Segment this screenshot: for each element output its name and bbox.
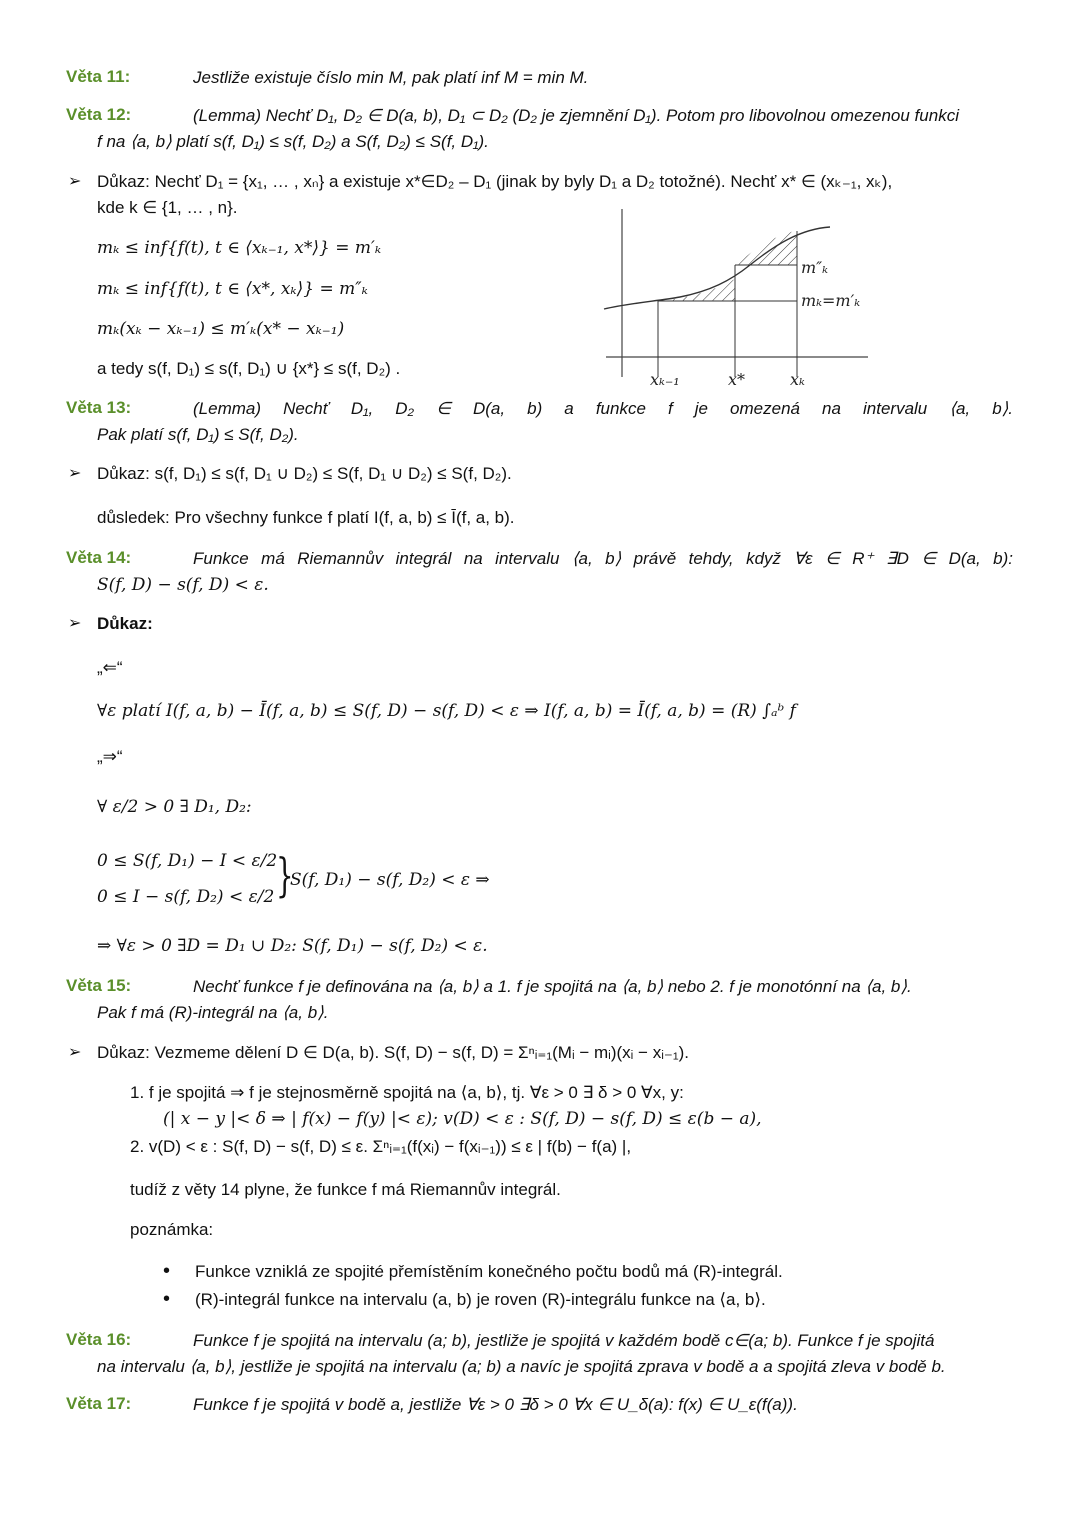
theorem-16-line1: Funkce f je spojitá na intervalu (a; b), jestliže je spojitá v každém bodě c∈(a; b). Funkce f je spojitá xyxy=(193,1331,935,1350)
theorem-12-label: Věta 12: xyxy=(66,105,132,124)
proof-12-line2: kde k ∈ {1, … , n}. xyxy=(97,198,238,217)
proof-15-item1a: 1. f je spojitá ⇒ f je stejnosměrně spojitá na ⟨a, b⟩, tj. ∀ε > 0 ∃ δ > 0 ∀x, y: xyxy=(130,1083,684,1102)
proof-15-item1b: (| x − y |< δ ⇒ | f(x) − f(y) |< ε); v(D) < ε : S(f, D) − s(f, D) ≤ ε(b − a), xyxy=(163,1109,762,1129)
theorem-17-label: Věta 17: xyxy=(66,1394,132,1413)
arrow-bullet-icon: ➢ xyxy=(68,1044,82,1061)
proof-15-note: poznámka: xyxy=(130,1220,214,1239)
proof-14-eq4: ⇒ ∀ε > 0 ∃D = D₁ ∪ D₂: S(f, D₁) − s(f, D₂) < ε. xyxy=(97,936,488,956)
proof-13-line1: Důkaz: s(f, D₁) ≤ s(f, D₁ ∪ D₂) ≤ S(f, D₁ ∪ D₂) ≤ S(f, D₂). xyxy=(97,464,512,483)
note-bullet-1: Funkce vzniklá ze spojité přemístěním konečného počtu bodů má (R)-integrál. xyxy=(195,1262,783,1281)
proof-13-corollary: důsledek: Pro všechny funkce f platí I(f, a, b) ≤ Ī(f, a, b). xyxy=(97,508,515,527)
theorem-14-line2: S(f, D) − s(f, D) < ε. xyxy=(97,575,269,595)
theorem-13-line2: Pak platí s(f, D₁) ≤ S(f, D₂). xyxy=(97,425,299,444)
label-xk: xₖ xyxy=(790,370,805,389)
theorem-14-line1: Funkce má Riemannův integrál na intervalu ⟨a, b⟩ právě tehdy, když ∀ε ∈ R⁺ ∃D ∈ D(a, b): xyxy=(193,549,1013,568)
proof-14-eq3b: 0 ≤ I − s(f, D₂) < ε/2 xyxy=(97,887,275,907)
theorem-16-line2: na intervalu ⟨a, b⟩, jestliže je spojitá na intervalu (a; b) a navíc je spojitá zprava v bodě a a spojitá zleva v bodě b. xyxy=(97,1357,946,1376)
proof-12-line1: Důkaz: Nechť D₁ = {x₁, … , xₙ} a existuje x*∈D₂ – D₁ (jinak by byly D₁ a D₂ totožné). Nechť x* ∈ (xₖ₋₁, xₖ), xyxy=(97,172,893,191)
arrow-bullet-icon: ➢ xyxy=(68,615,82,632)
theorem-14-label: Věta 14: xyxy=(66,548,132,567)
lower-sum-figure xyxy=(600,205,880,393)
arrow-bullet-icon: ➢ xyxy=(68,465,82,482)
proof-14-direction-1: „⇐“ xyxy=(97,658,123,677)
proof-12-eq2: mₖ ≤ inf{f(t), t ∈ ⟨x*, xₖ⟩} = m″ₖ xyxy=(97,279,368,299)
proof-14-eq1: ∀ε platí I(f, a, b) − Ī(f, a, b) ≤ S(f, D) − s(f, D) < ε ⇒ I(f, a, b) = Ī(f, a, b) = (R) ∫ₐᵇ f xyxy=(97,701,796,721)
theorem-13-line1: (Lemma) Nechť D₁, D₂ ∈ D(a, b) a funkce f je omezená na intervalu ⟨a, b⟩. xyxy=(193,399,1013,418)
proof-14-direction-2: „⇒“ xyxy=(97,747,123,766)
bullet-dot-icon: • xyxy=(163,1260,171,1282)
theorem-15-label: Věta 15: xyxy=(66,976,132,995)
hatched-region-right xyxy=(735,231,797,265)
label-mpp: m″ₖ xyxy=(801,258,828,277)
proof-14-eq3c: S(f, D₁) − s(f, D₂) < ε ⇒ xyxy=(290,870,490,890)
proof-14-eq2: ∀ ε/2 > 0 ∃ D₁, D₂: xyxy=(97,797,252,817)
note-bullet-2: (R)-integrál funkce na intervalu (a, b) je roven (R)-integrálu funkce na ⟨a, b⟩. xyxy=(195,1290,766,1309)
theorem-15-line2: Pak f má (R)-integrál na ⟨a, b⟩. xyxy=(97,1003,329,1022)
proof-15-conclusion: tudíž z věty 14 plyne, že funkce f má Riemannův integrál. xyxy=(130,1180,561,1199)
bullet-dot-icon: • xyxy=(163,1288,171,1310)
proof-14-title: Důkaz: xyxy=(97,614,153,633)
theorem-11-text: Jestliže existuje číslo min M, pak platí inf M = min M. xyxy=(193,68,589,87)
theorem-17-line1: Funkce f je spojitá v bodě a, jestliže ∀ε > 0 ∃δ > 0 ∀x ∈ U_δ(a): f(x) ∈ U_ε(f(a)). xyxy=(193,1395,798,1414)
theorem-15-line1: Nechť funkce f je definována na ⟨a, b⟩ a 1. f je spojitá na ⟨a, b⟩ nebo 2. f je monotónní na ⟨a, b⟩. xyxy=(193,977,912,996)
label-mk: mₖ=m′ₖ xyxy=(801,291,861,310)
theorem-16-label: Věta 16: xyxy=(66,1330,132,1349)
curly-brace-icon: } xyxy=(276,848,294,902)
label-xk1: xₖ₋₁ xyxy=(650,370,680,389)
proof-12-eq1: mₖ ≤ inf{f(t), t ∈ ⟨xₖ₋₁, x*⟩} = m′ₖ xyxy=(97,238,382,258)
proof-15-item2: 2. v(D) < ε : S(f, D) − s(f, D) ≤ ε. Σⁿᵢ₌₁(f(xᵢ) − f(xᵢ₋₁)) ≤ ε | f(b) − f(a) |, xyxy=(130,1137,632,1156)
theorem-12-line2: f na ⟨a, b⟩ platí s(f, D₁) ≤ s(f, D₂) a S(f, D₂) ≤ S(f, D₁). xyxy=(97,132,489,151)
theorem-11-label: Věta 11: xyxy=(66,67,131,86)
theorem-13-label: Věta 13: xyxy=(66,398,132,417)
theorem-12-line1: (Lemma) Nechť D₁, D₂ ∈ D(a, b), D₁ ⊂ D₂ (D₂ je zjemnění D₁). Potom pro libovolnou omezenou funkci xyxy=(193,106,959,125)
proof-15-line1: Důkaz: Vezmeme dělení D ∈ D(a, b). S(f, D) − s(f, D) = Σⁿᵢ₌₁(Mᵢ − mᵢ)(xᵢ − xᵢ₋₁). xyxy=(97,1043,689,1062)
label-xstar: x* xyxy=(728,370,746,389)
arrow-bullet-icon: ➢ xyxy=(68,173,82,190)
proof-12-eq4: a tedy s(f, D₁) ≤ s(f, D₁) ∪ {x*} ≤ s(f, D₂) . xyxy=(97,359,401,378)
proof-12-eq3: mₖ(xₖ − xₖ₋₁) ≤ m′ₖ(x* − xₖ₋₁) xyxy=(97,319,345,339)
proof-14-eq3a: 0 ≤ S(f, D₁) − I < ε/2 xyxy=(97,851,278,871)
